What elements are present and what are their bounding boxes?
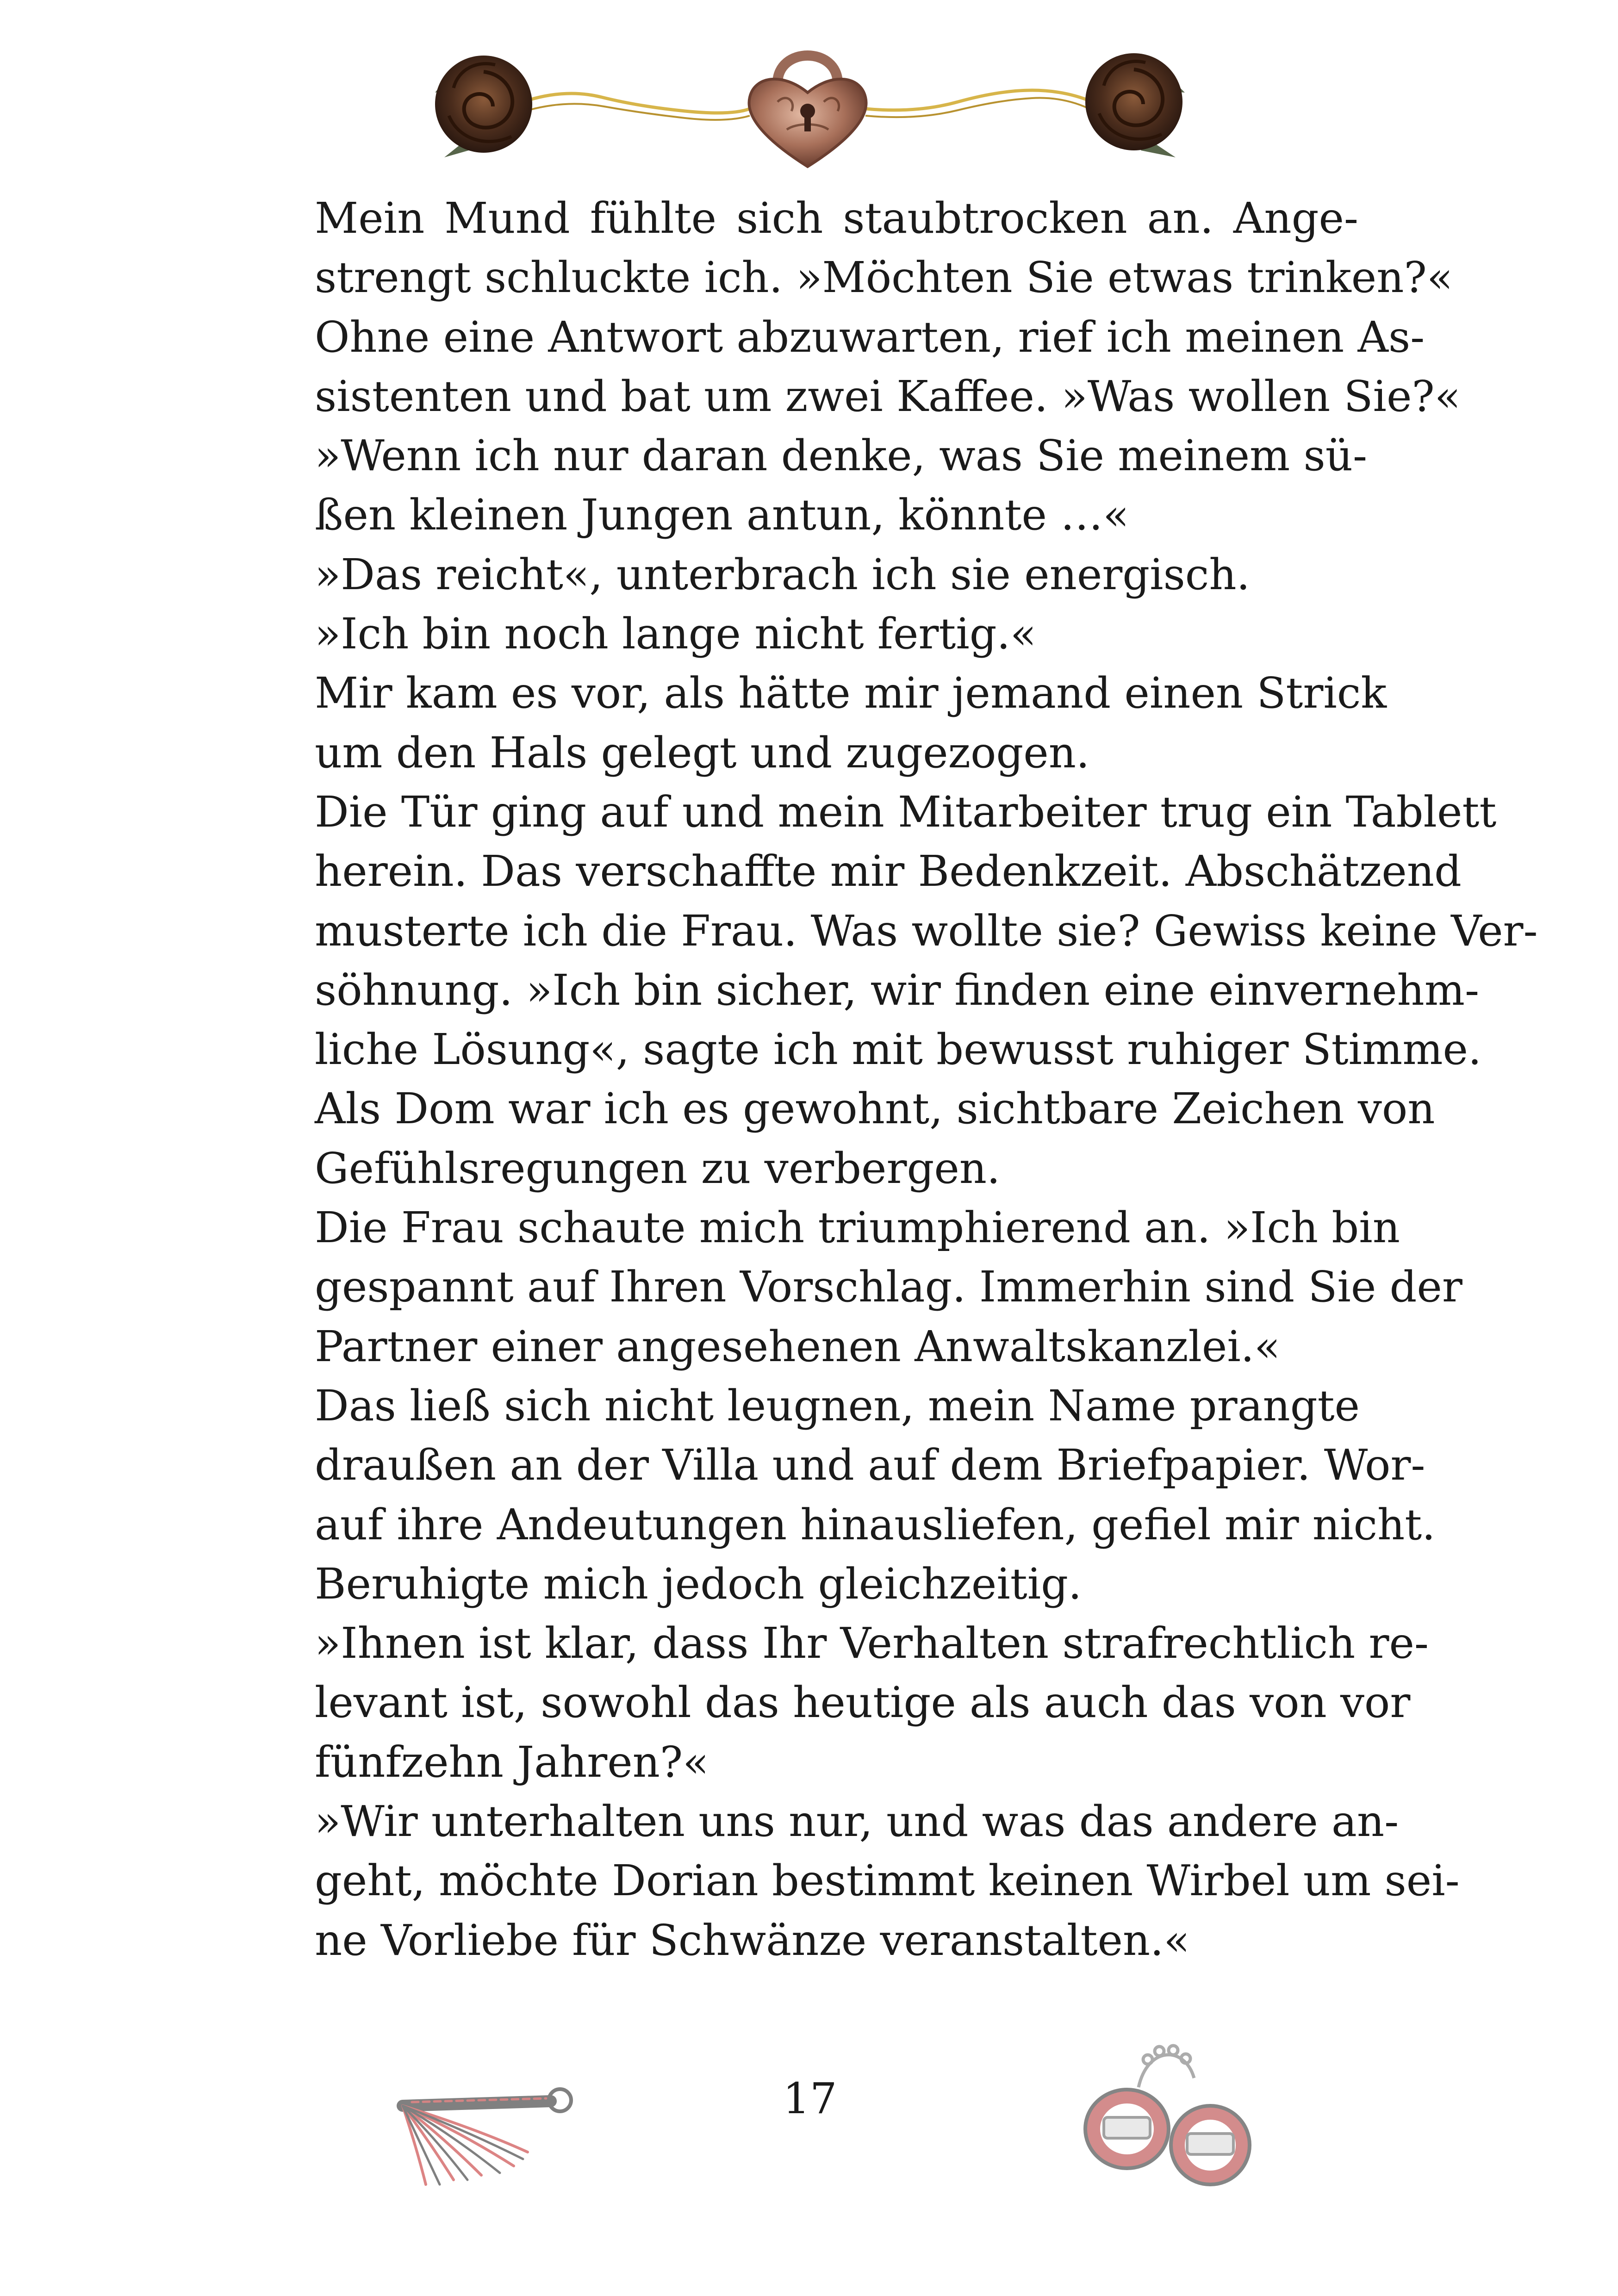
- text-line: draußen an der Villa und auf dem Briefpapier. Wor-: [315, 1440, 1425, 1490]
- paragraph: [261, 1376, 1436, 1614]
- text-line: ne Vorliebe für Schwänze veranstalten.«: [315, 1915, 1190, 1965]
- text-line: Die Frau schaute mich triumphierend an. »Ich bin: [315, 1203, 1400, 1253]
- text-line: Das ließ sich nicht leugnen, mein Name prangte: [315, 1381, 1360, 1431]
- flogger-whip-icon: [375, 2073, 592, 2189]
- text-line: Gefühlsregungen zu verbergen.: [315, 1143, 1001, 1193]
- text-line: um den Hals gelegt und zugezogen.: [315, 728, 1090, 778]
- paragraph: [261, 664, 1387, 783]
- text-line: gespannt auf Ihren Vorschlag. Immerhin sind Sie der: [315, 1262, 1462, 1312]
- text-line: Partner einer angesehenen Anwaltskanzlei.«: [315, 1321, 1281, 1371]
- text-line: musterte ich die Frau. Was wollte sie? Gewiss keine Ver-: [315, 906, 1538, 956]
- handcuffs-icon: [1078, 2027, 1254, 2203]
- paragraph: [261, 783, 1538, 1198]
- paragraph: [261, 1792, 1460, 1970]
- text-line: auf ihre Andeutungen hinausliefen, gefiel mir nicht.: [315, 1500, 1436, 1549]
- text-line: geht, möchte Dorian bestimmt keinen Wirbel um sei-: [315, 1856, 1460, 1906]
- paragraph: [261, 189, 1453, 308]
- paragraph: [261, 545, 1358, 604]
- text-line: Ohne eine Antwort abzuwarten, rief ich meinen As-: [315, 312, 1425, 362]
- text-line: levant ist, sowohl das heutige als auch das von vor: [315, 1678, 1411, 1728]
- text-line: »Ich bin noch lange nicht fertig.«: [315, 609, 1037, 659]
- text-line: strengt schluckte ich. »Möchten Sie etwas trinken?«: [315, 253, 1453, 303]
- text-line: liche Lösung«, sagte ich mit bewusst ruhiger Stimme.: [315, 1025, 1482, 1075]
- body-text: [261, 189, 1538, 1970]
- text-line: Mein Mund fühlte sich staubtrocken an. Ange-: [315, 193, 1358, 243]
- roses-chain-heart-padlock-ornament: [426, 32, 1189, 171]
- text-line: »Das reicht«, unterbrach ich sie energisch.: [315, 549, 1250, 599]
- text-line: söhnung. »Ich bin sicher, wir finden eine einvernehm-: [315, 965, 1480, 1015]
- paragraph: [261, 426, 1368, 545]
- paragraph: [261, 604, 1358, 664]
- text-line: ßen kleinen Jungen antun, könnte …«: [315, 490, 1129, 540]
- paragraph: [261, 1614, 1429, 1792]
- text-line: Als Dom war ich es gewohnt, sichtbare Zeichen von: [315, 1084, 1435, 1134]
- text-line: herein. Das verschaffte mir Bedenkzeit. Abschätzend: [315, 846, 1462, 896]
- text-line: fünfzehn Jahren?«: [315, 1737, 709, 1787]
- text-line: Die Tür ging auf und mein Mitarbeiter trug ein Tablett: [315, 787, 1497, 837]
- text-line: Beruhigte mich jedoch gleichzeitig.: [315, 1559, 1082, 1609]
- paragraph: [261, 308, 1461, 427]
- page-number: 17: [783, 2074, 837, 2123]
- text-line: sistenten und bat um zwei Kaffee. »Was wollen Sie?«: [315, 371, 1461, 421]
- paragraph: [261, 1198, 1462, 1376]
- text-line: »Wenn ich nur daran denke, was Sie meinem sü-: [315, 431, 1368, 481]
- text-line: Mir kam es vor, als hätte mir jemand einen Strick: [315, 668, 1387, 718]
- text-line: »Wir unterhalten uns nur, und was das andere an-: [315, 1797, 1399, 1847]
- text-line: »Ihnen ist klar, dass Ihr Verhalten strafrechtlich re-: [315, 1618, 1429, 1668]
